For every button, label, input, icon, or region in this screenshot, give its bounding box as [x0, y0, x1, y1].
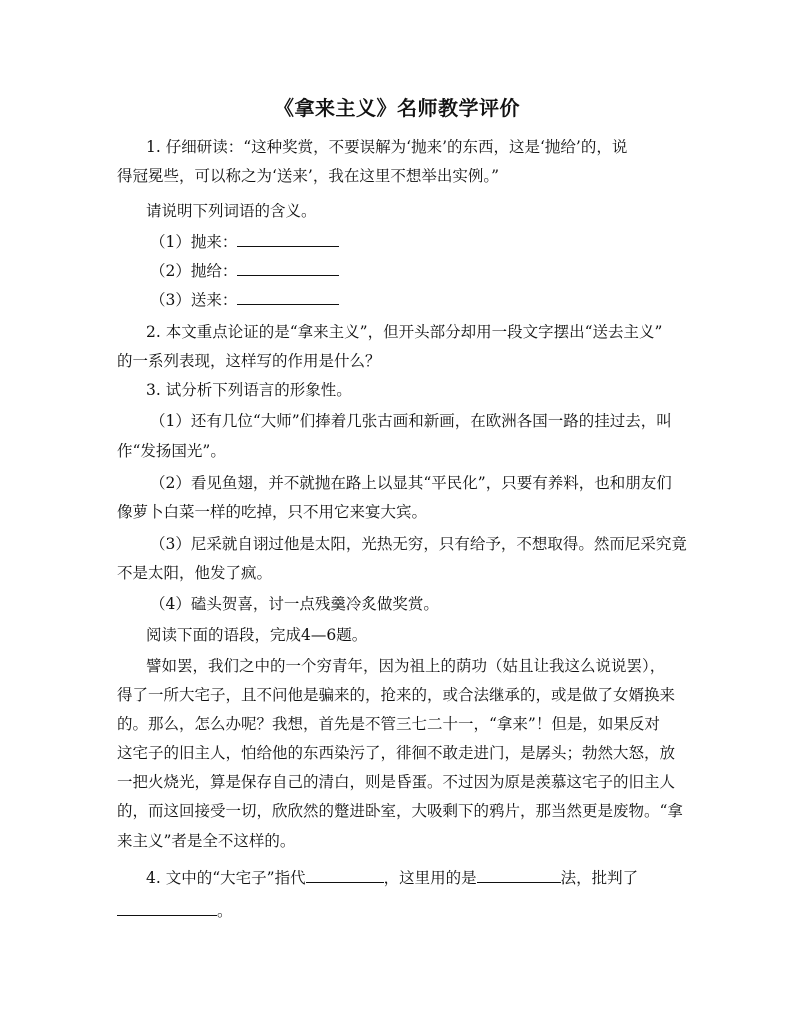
- q1-line1: 1. 仔细研读：“这种奖赏，不要误解为‘抛来’的东西，这是‘抛给’的，说: [146, 138, 628, 156]
- passage-line: 这宅子的旧主人，怕给他的东西染污了，徘徊不敢走进门，是孱头；勃然大怒，放: [117, 744, 676, 762]
- answer-blank[interactable]: [237, 288, 339, 305]
- q1-line2: 得冠冕些，可以称之为‘送来’，我在这里不想举出实例。”: [117, 167, 500, 185]
- q3-s1-line1: （1）还有几位“大师”们捧着几张古画和新画，在欧洲各国一路的挂过去，叫: [150, 412, 672, 430]
- q4-line2: [117, 899, 233, 921]
- passage-line: 来主义”者是全不这样的。: [117, 832, 296, 850]
- q2-line1: 2. 本文重点论证的是“拿来主义”，但开头部分却用一段文字摆出“送去主义”: [146, 323, 663, 341]
- q1-item-3: [150, 288, 339, 310]
- q3-s4: （4）磕头贺喜，讨一点残羹冷炙做奖赏。: [150, 595, 439, 613]
- passage-line: 的，而这回接受一切，欣欣然的蹩进卧室，大吸剩下的鸦片，那当然更是废物。“拿: [117, 802, 683, 820]
- q3-s3-line1: （3）尼采就自诩过他是太阳，光热无穷，只有给予，不想取得。然而尼采究竟: [150, 535, 687, 553]
- q4-line1: [146, 866, 638, 888]
- passage-line: 譬如罢，我们之中的一个穷青年，因为祖上的荫功（姑且让我这么说说罢），: [146, 657, 666, 675]
- passage-line: 得了一所大宅子，且不问他是骗来的，抢来的，或合法继承的，或是做了女婿换来: [117, 686, 676, 704]
- q3-prompt: 3. 试分析下列语言的形象性。: [146, 381, 352, 399]
- q3-s2-line2: 像萝卜白菜一样的吃掉，只不用它来宴大宾。: [117, 503, 428, 521]
- answer-blank[interactable]: [477, 866, 561, 883]
- answer-blank[interactable]: [237, 259, 339, 276]
- q1-item-1-label: （1）抛来：: [150, 233, 238, 251]
- q1-item-2-label: （2）抛给：: [150, 262, 238, 280]
- q1-item-1: [150, 230, 339, 252]
- q4-part3: 法，批判了: [560, 869, 639, 887]
- answer-blank[interactable]: [117, 899, 217, 916]
- page-title: 《拿来主义》名师教学评价: [274, 96, 520, 120]
- q3-s3-line2: 不是太阳，他发了疯。: [117, 564, 273, 582]
- q1-item-2: [150, 259, 339, 281]
- passage-line: 一把火烧光，算是保存自己的清白，则是昏蛋。不过因为原是羡慕这宅子的旧主人: [117, 773, 676, 791]
- answer-blank[interactable]: [306, 866, 384, 883]
- passage-line: 的。那么，怎么办呢？我想，首先是不管三七二十一，“拿来”！但是，如果反对: [117, 715, 660, 733]
- q2-line2: 的一系列表现，这样写的作用是什么？: [117, 352, 381, 370]
- q4-part1: 4. 文中的“大宅子”指代: [146, 869, 306, 887]
- q4-end: 。: [217, 902, 233, 920]
- answer-blank[interactable]: [237, 230, 339, 247]
- reading-prompt: 阅读下面的语段，完成4—6题。: [146, 626, 368, 644]
- q1-prompt: 请说明下列词语的含义。: [146, 202, 317, 220]
- q3-s1-line2: 作“发扬国光”。: [117, 442, 226, 460]
- q1-item-3-label: （3）送来：: [150, 291, 238, 309]
- q3-s2-line1: （2）看见鱼翅，并不就抛在路上以显其“平民化”，只要有养料，也和朋友们: [150, 474, 672, 492]
- q4-part2: ，这里用的是: [383, 869, 477, 887]
